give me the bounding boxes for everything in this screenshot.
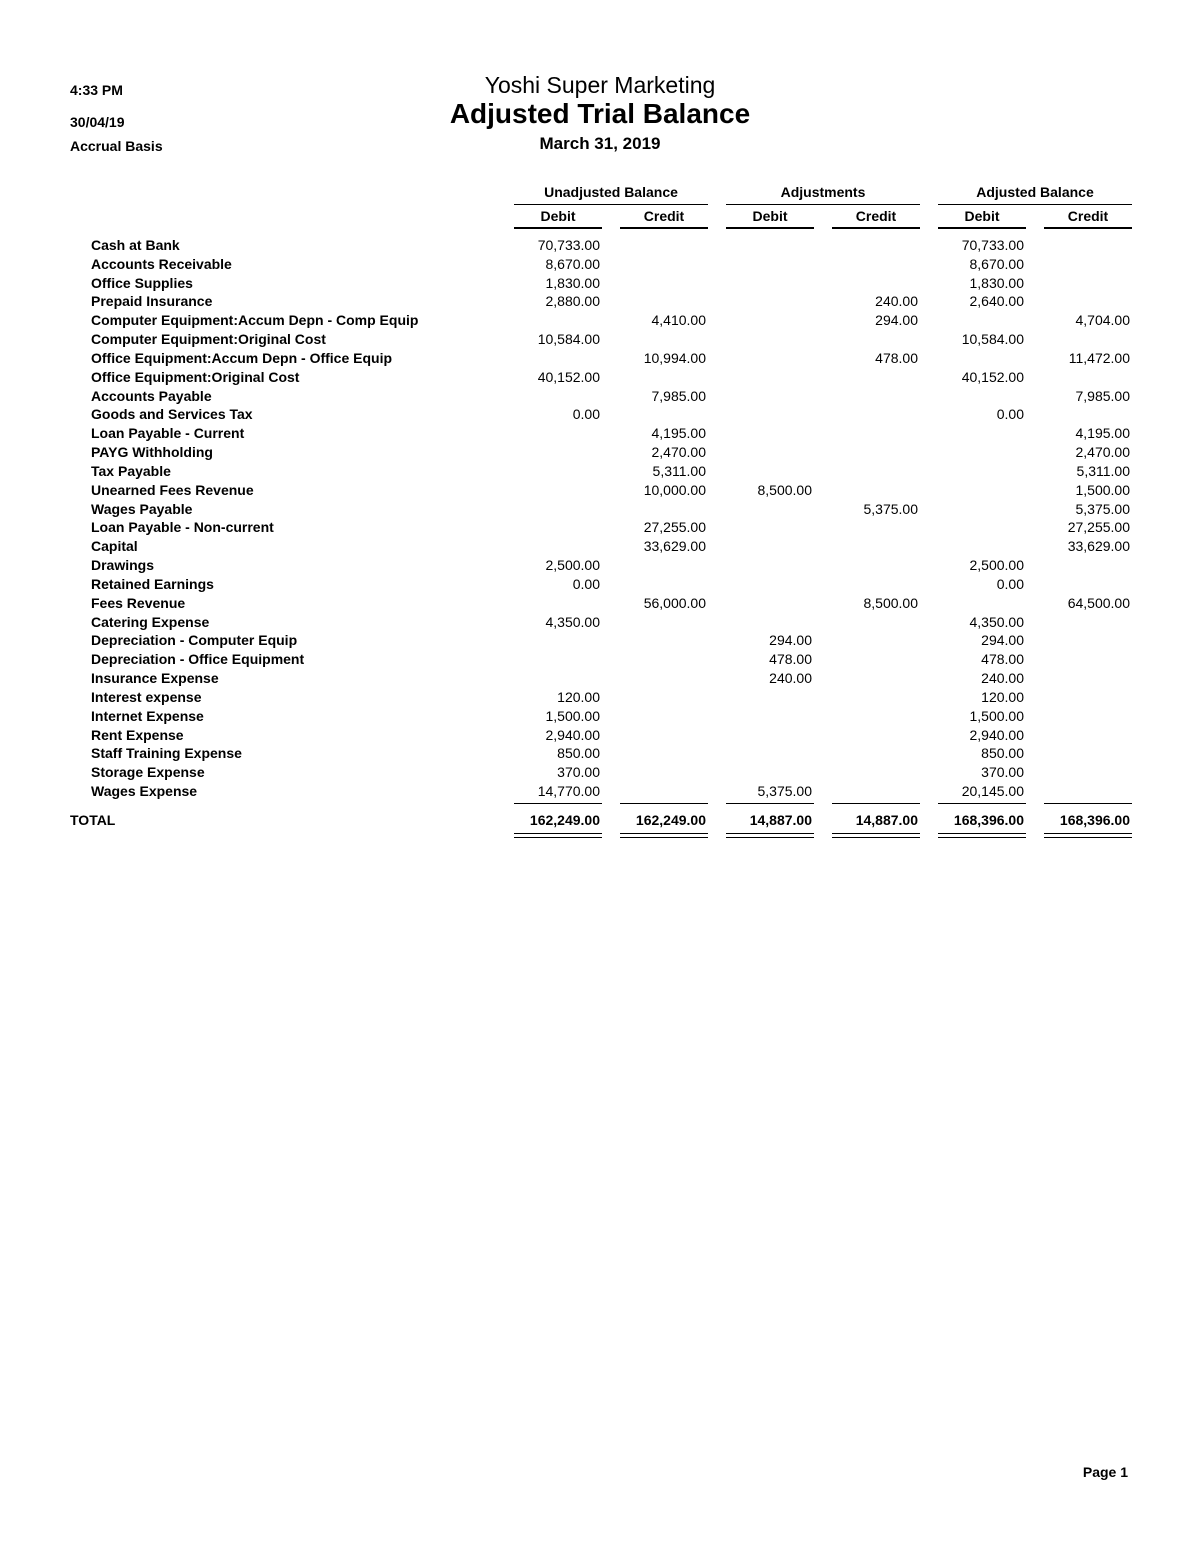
amount-adjusted-debit: 294.00 [981,632,1024,649]
col-header-credit: Credit [1067,208,1109,224]
amount-adjusted-debit: 0.00 [996,406,1024,423]
account-name: Prepaid Insurance [91,293,213,310]
col-header-credit: Credit [643,208,685,224]
amount-adjusted-debit: 120.00 [981,688,1024,705]
table-row [0,689,1200,708]
account-name: Fees Revenue [91,594,186,611]
amount-unadjusted-debit: 10,584.00 [537,331,600,348]
amount-adjusted-debit: 478.00 [981,651,1024,668]
amount-unadjusted-debit: 120.00 [557,688,600,705]
account-name: Unearned Fees Revenue [91,481,254,498]
table-row [0,293,1200,312]
total-rule [938,803,1026,804]
total-double-rule [514,833,602,838]
group-header-adjusted: Adjusted Balance [976,184,1094,200]
amount-unadjusted-debit: 8,670.00 [545,255,600,272]
group-underline [938,204,1132,205]
amount-adjusted-debit: 4,350.00 [969,613,1024,630]
table-row [0,614,1200,633]
amount-adjusted-debit: 2,640.00 [969,293,1024,310]
table-row [0,727,1200,746]
account-name: Office Equipment:Accum Depn - Office Equip [91,349,393,366]
amount-unadjusted-debit: 40,152.00 [537,368,600,385]
report-basis: Accrual Basis [70,138,163,154]
account-name: Wages Expense [91,783,198,800]
table-row [0,708,1200,727]
table-row [0,764,1200,783]
amount-adjusted-credit: 5,375.00 [1075,500,1130,517]
amount-adjusted-credit: 7,985.00 [1075,387,1130,404]
amount-unadjusted-credit: 7,985.00 [651,387,706,404]
amount-adjusted-credit: 2,470.00 [1075,444,1130,461]
col-header-credit: Credit [855,208,897,224]
amount-unadjusted-credit: 10,000.00 [643,481,706,498]
account-name: Internet Expense [91,707,204,724]
amount-adjusted-credit: 5,311.00 [1076,462,1130,479]
total-rule [620,803,708,804]
account-rows [0,237,1200,802]
account-name: Accounts Receivable [91,255,232,272]
amount-unadjusted-debit: 14,770.00 [537,783,600,800]
account-name: Office Equipment:Original Cost [91,368,300,385]
table-row [0,632,1200,651]
table-row [0,519,1200,538]
total-rule [1044,803,1132,804]
account-name: Wages Payable [91,500,193,517]
amount-adjusted-debit: 2,940.00 [969,726,1024,743]
table-row [0,745,1200,764]
amount-unadjusted-debit: 2,940.00 [545,726,600,743]
amount-unadjusted-debit: 370.00 [557,764,600,781]
amount-adjusted-debit: 8,670.00 [969,255,1024,272]
table-row [0,538,1200,557]
table-row [0,425,1200,444]
account-name: Storage Expense [91,764,205,781]
amount-adjusted-debit: 70,733.00 [961,237,1024,253]
amount-adjusted-debit: 370.00 [981,764,1024,781]
table-row [0,557,1200,576]
col-header-debit: Debit [964,208,1000,224]
company-name: Yoshi Super Marketing [484,72,716,98]
total-rule [514,803,602,804]
table-row [0,237,1200,256]
total-adjusted-debit: 168,396.00 [953,812,1024,828]
account-name: Insurance Expense [91,670,219,687]
amount-adjustments-debit: 8,500.00 [757,481,812,498]
amount-adjusted-debit: 1,500.00 [969,707,1024,724]
col-underline [1044,227,1132,229]
total-double-rule [620,833,708,838]
account-name: Drawings [91,557,155,574]
account-name: Catering Expense [91,613,210,630]
group-header-adjustments: Adjustments [780,184,866,200]
account-name: Rent Expense [91,726,184,743]
amount-unadjusted-debit: 1,830.00 [545,274,600,291]
amount-unadjusted-debit: 0.00 [572,575,600,592]
col-underline [938,227,1026,229]
amount-unadjusted-credit: 4,195.00 [651,425,706,442]
total-unadjusted-credit: 162,249.00 [635,812,706,828]
report-time: 4:33 PM [70,82,123,98]
amount-unadjusted-credit: 5,311.00 [652,462,706,479]
account-name: Interest expense [91,688,202,705]
total-unadjusted-debit: 162,249.00 [529,812,600,828]
total-rule [832,803,920,804]
table-row [0,388,1200,407]
amount-unadjusted-debit: 850.00 [557,745,600,762]
amount-adjusted-debit: 0.00 [996,575,1024,592]
amount-adjusted-debit: 20,145.00 [961,783,1024,800]
amount-adjusted-debit: 850.00 [981,745,1024,762]
total-double-rule [1044,833,1132,838]
amount-unadjusted-credit: 2,470.00 [651,444,706,461]
account-name: Accounts Payable [91,387,212,404]
table-row [0,312,1200,331]
table-row [0,444,1200,463]
total-double-rule [938,833,1026,838]
table-row [0,783,1200,802]
amount-adjusted-credit: 33,629.00 [1067,538,1130,555]
amount-unadjusted-credit: 27,255.00 [643,519,706,536]
account-name: Retained Earnings [91,575,214,592]
amount-unadjusted-debit: 70,733.00 [537,237,600,253]
account-name: Depreciation - Office Equipment [91,651,305,668]
table-row [0,670,1200,689]
table-row [0,406,1200,425]
amount-adjustments-credit: 8,500.00 [863,594,918,611]
total-double-rule [832,833,920,838]
amount-adjustments-debit: 5,375.00 [757,783,812,800]
account-name: Loan Payable - Current [91,425,245,442]
amount-adjusted-credit: 11,472.00 [1068,349,1130,366]
account-name: Cash at Bank [91,237,180,253]
page-number: Page 1 [1082,1464,1128,1480]
table-row [0,501,1200,520]
amount-adjusted-credit: 27,255.00 [1067,519,1130,536]
col-underline [726,227,814,229]
amount-adjusted-debit: 1,830.00 [969,274,1024,291]
amount-adjusted-debit: 240.00 [981,670,1024,687]
amount-unadjusted-credit: 4,410.00 [651,312,706,329]
account-name: PAYG Withholding [91,444,213,461]
amount-adjusted-debit: 40,152.00 [961,368,1024,385]
table-row [0,350,1200,369]
account-name: Office Supplies [91,274,193,291]
total-label: TOTAL [70,812,116,828]
col-header-debit: Debit [752,208,788,224]
amount-unadjusted-debit: 1,500.00 [545,707,600,724]
report-title: Adjusted Trial Balance [449,98,751,129]
total-double-rule [726,833,814,838]
col-underline [832,227,920,229]
account-name: Computer Equipment:Original Cost [91,331,326,348]
group-header-unadjusted: Unadjusted Balance [544,184,678,200]
amount-unadjusted-credit: 33,629.00 [643,538,706,555]
table-row [0,369,1200,388]
total-adjusted-credit: 168,396.00 [1059,812,1130,828]
group-underline [514,204,708,205]
amount-unadjusted-debit: 2,500.00 [545,557,600,574]
account-name: Tax Payable [91,462,171,479]
report-date: March 31, 2019 [539,134,661,153]
col-underline [514,227,602,229]
table-row [0,256,1200,275]
amount-adjusted-debit: 2,500.00 [969,557,1024,574]
amount-unadjusted-debit: 2,880.00 [545,293,600,310]
amount-adjustments-credit: 478.00 [875,349,918,366]
col-header-debit: Debit [540,208,576,224]
account-name: Loan Payable - Non-current [91,519,274,536]
table-row [0,651,1200,670]
amount-adjusted-credit: 1,500.00 [1075,481,1130,498]
account-name: Goods and Services Tax [91,406,253,423]
total-adjustments-credit: 14,887.00 [855,812,918,828]
table-row [0,595,1200,614]
total-rule [726,803,814,804]
report-print-date: 30/04/19 [70,114,125,130]
account-name: Staff Training Expense [91,745,242,762]
account-name: Capital [91,538,138,555]
table-row [0,576,1200,595]
amount-adjusted-credit: 4,704.00 [1075,312,1130,329]
col-underline [620,227,708,229]
amount-unadjusted-debit: 4,350.00 [545,613,600,630]
total-adjustments-debit: 14,887.00 [749,812,812,828]
amount-adjusted-credit: 64,500.00 [1067,594,1130,611]
group-underline [726,204,920,205]
table-row [0,275,1200,294]
amount-adjusted-debit: 10,584.00 [961,331,1024,348]
amount-adjustments-debit: 240.00 [769,670,812,687]
account-name: Depreciation - Computer Equip [91,632,298,649]
table-row [0,463,1200,482]
amount-adjustments-credit: 5,375.00 [863,500,918,517]
table-row [0,482,1200,501]
amount-adjustments-credit: 294.00 [875,312,918,329]
amount-unadjusted-debit: 0.00 [572,406,600,423]
account-name: Computer Equipment:Accum Depn - Comp Equip [91,312,419,329]
amount-adjustments-debit: 294.00 [769,632,812,649]
amount-adjustments-debit: 478.00 [769,651,812,668]
table-row [0,331,1200,350]
amount-unadjusted-credit: 56,000.00 [643,594,706,611]
amount-adjustments-credit: 240.00 [875,293,918,310]
amount-unadjusted-credit: 10,994.00 [643,349,706,366]
amount-adjusted-credit: 4,195.00 [1075,425,1130,442]
